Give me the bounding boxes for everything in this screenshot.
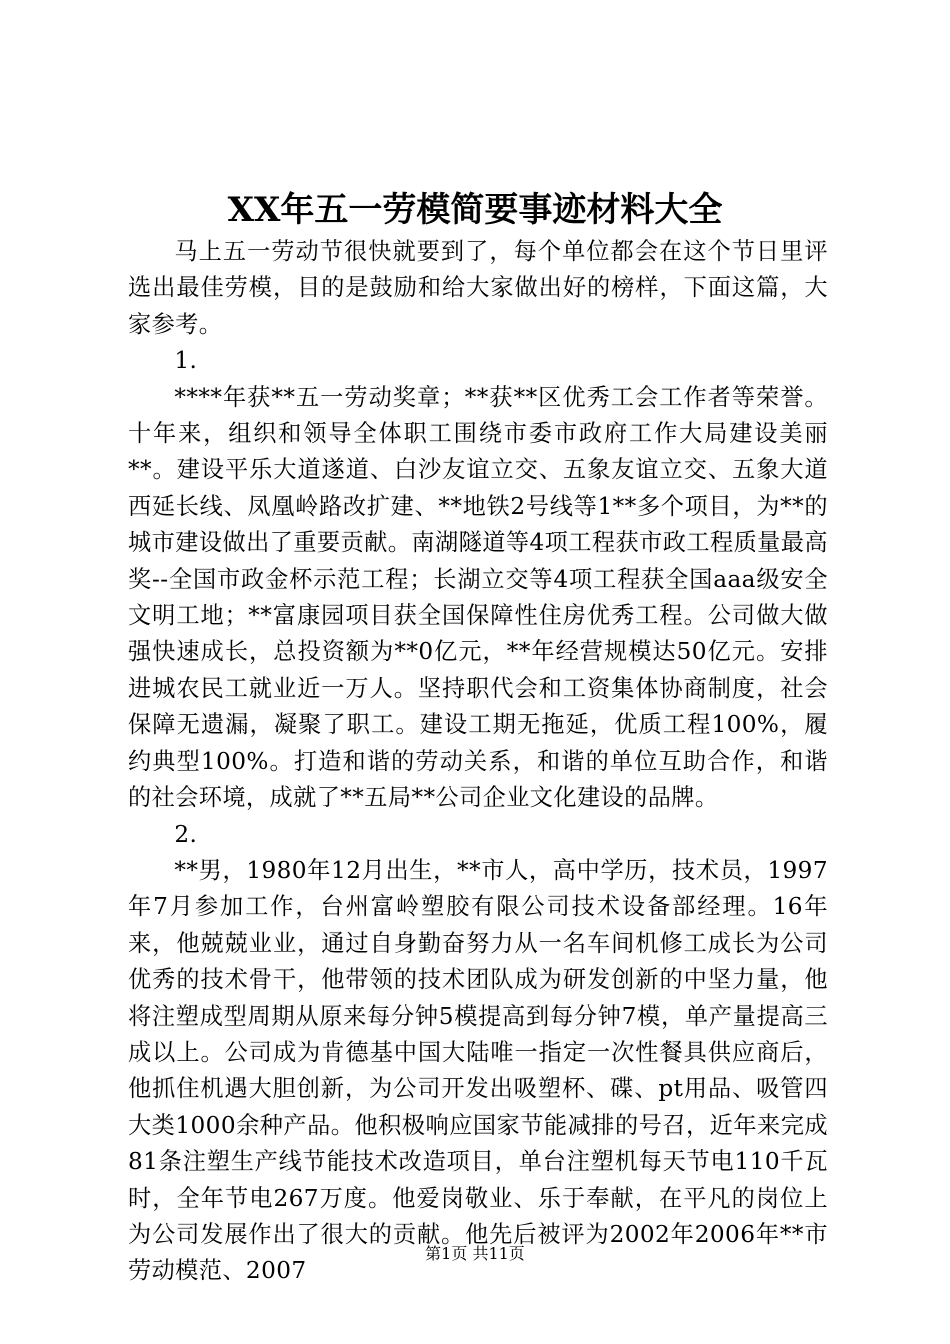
intro-paragraph: 马上五一劳动节很快就要到了，每个单位都会在这个节日里评选出最佳劳模，目的是鼓励和给大家做出好的榜样，下面这篇，大家参考。: [128, 238, 828, 338]
section-number-1: 1.: [174, 347, 198, 375]
section-2-paragraph: **男，1980年12月出生，**市人，高中学历，技术员，1997年7月参加工作，台州富岭塑胶有限公司技术设备部经理。16年来，他兢兢业业，通过自身勤奋努力从一名车间机修工成长为公司优秀的技术骨干，他带领的技术团队成为研发创新的中坚力量，他将注塑成型周期从原来每分钟5模提高到每分钟7模，单产量提高三成以上。公司成为肯德基中国大陆唯一指定一次性餐具供应商后，他抓住机遇大胆创新，为公司开发出吸塑杯、碟、pt用品、吸管四大类1000余种产品。他积极响应国家节能减排的号召，近年来完成81条注塑生产线节能技术改造项目，单台注塑机每天节电110千瓦时，全年节电267万度。他爱岗敬业、乐于奉献，在平凡的岗位上为公司发展作出了很大的贡献。他先后被评为2002年2006年**市劳动模范、2007: [128, 856, 828, 1285]
section-number-2: 2.: [174, 820, 198, 848]
section-1-paragraph: ****年获**五一劳动奖章；**获**区优秀工会工作者等荣誉。十年来，组织和领导全体职工围绕市委市政府工作大局建设美丽**。建设平乐大道遂道、白沙友谊立交、五象友谊立交、五象大道西延长线、凤凰岭路改扩建、**地铁2号线等1**多个项目，为**的城市建设做出了重要贡献。南湖隧道等4项工程获市政工程质量最高奖--全国市政金杯示范工程；长湖立交等4项工程获全国aaa级安全文明工地；**富康园项目获全国保障性住房优秀工程。公司做大做强快速成长，总投资额为**0亿元，**年经营规模达50亿元。安排进城农民工就业近一万人。坚持职代会和工资集体协商制度，社会保障无遗漏，凝聚了职工。建设工期无拖延，优质工程100%，履约典型100%。打造和谐的劳动关系，和谐的单位互助合作，和谐的社会环境，成就了**五局**公司企业文化建设的品牌。: [128, 383, 828, 812]
page-footer: 第1页 共11页: [425, 1244, 525, 1263]
document-body: [128, 234, 828, 1290]
document-title: XX年五一劳模简要事迹材料大全: [227, 190, 723, 230]
